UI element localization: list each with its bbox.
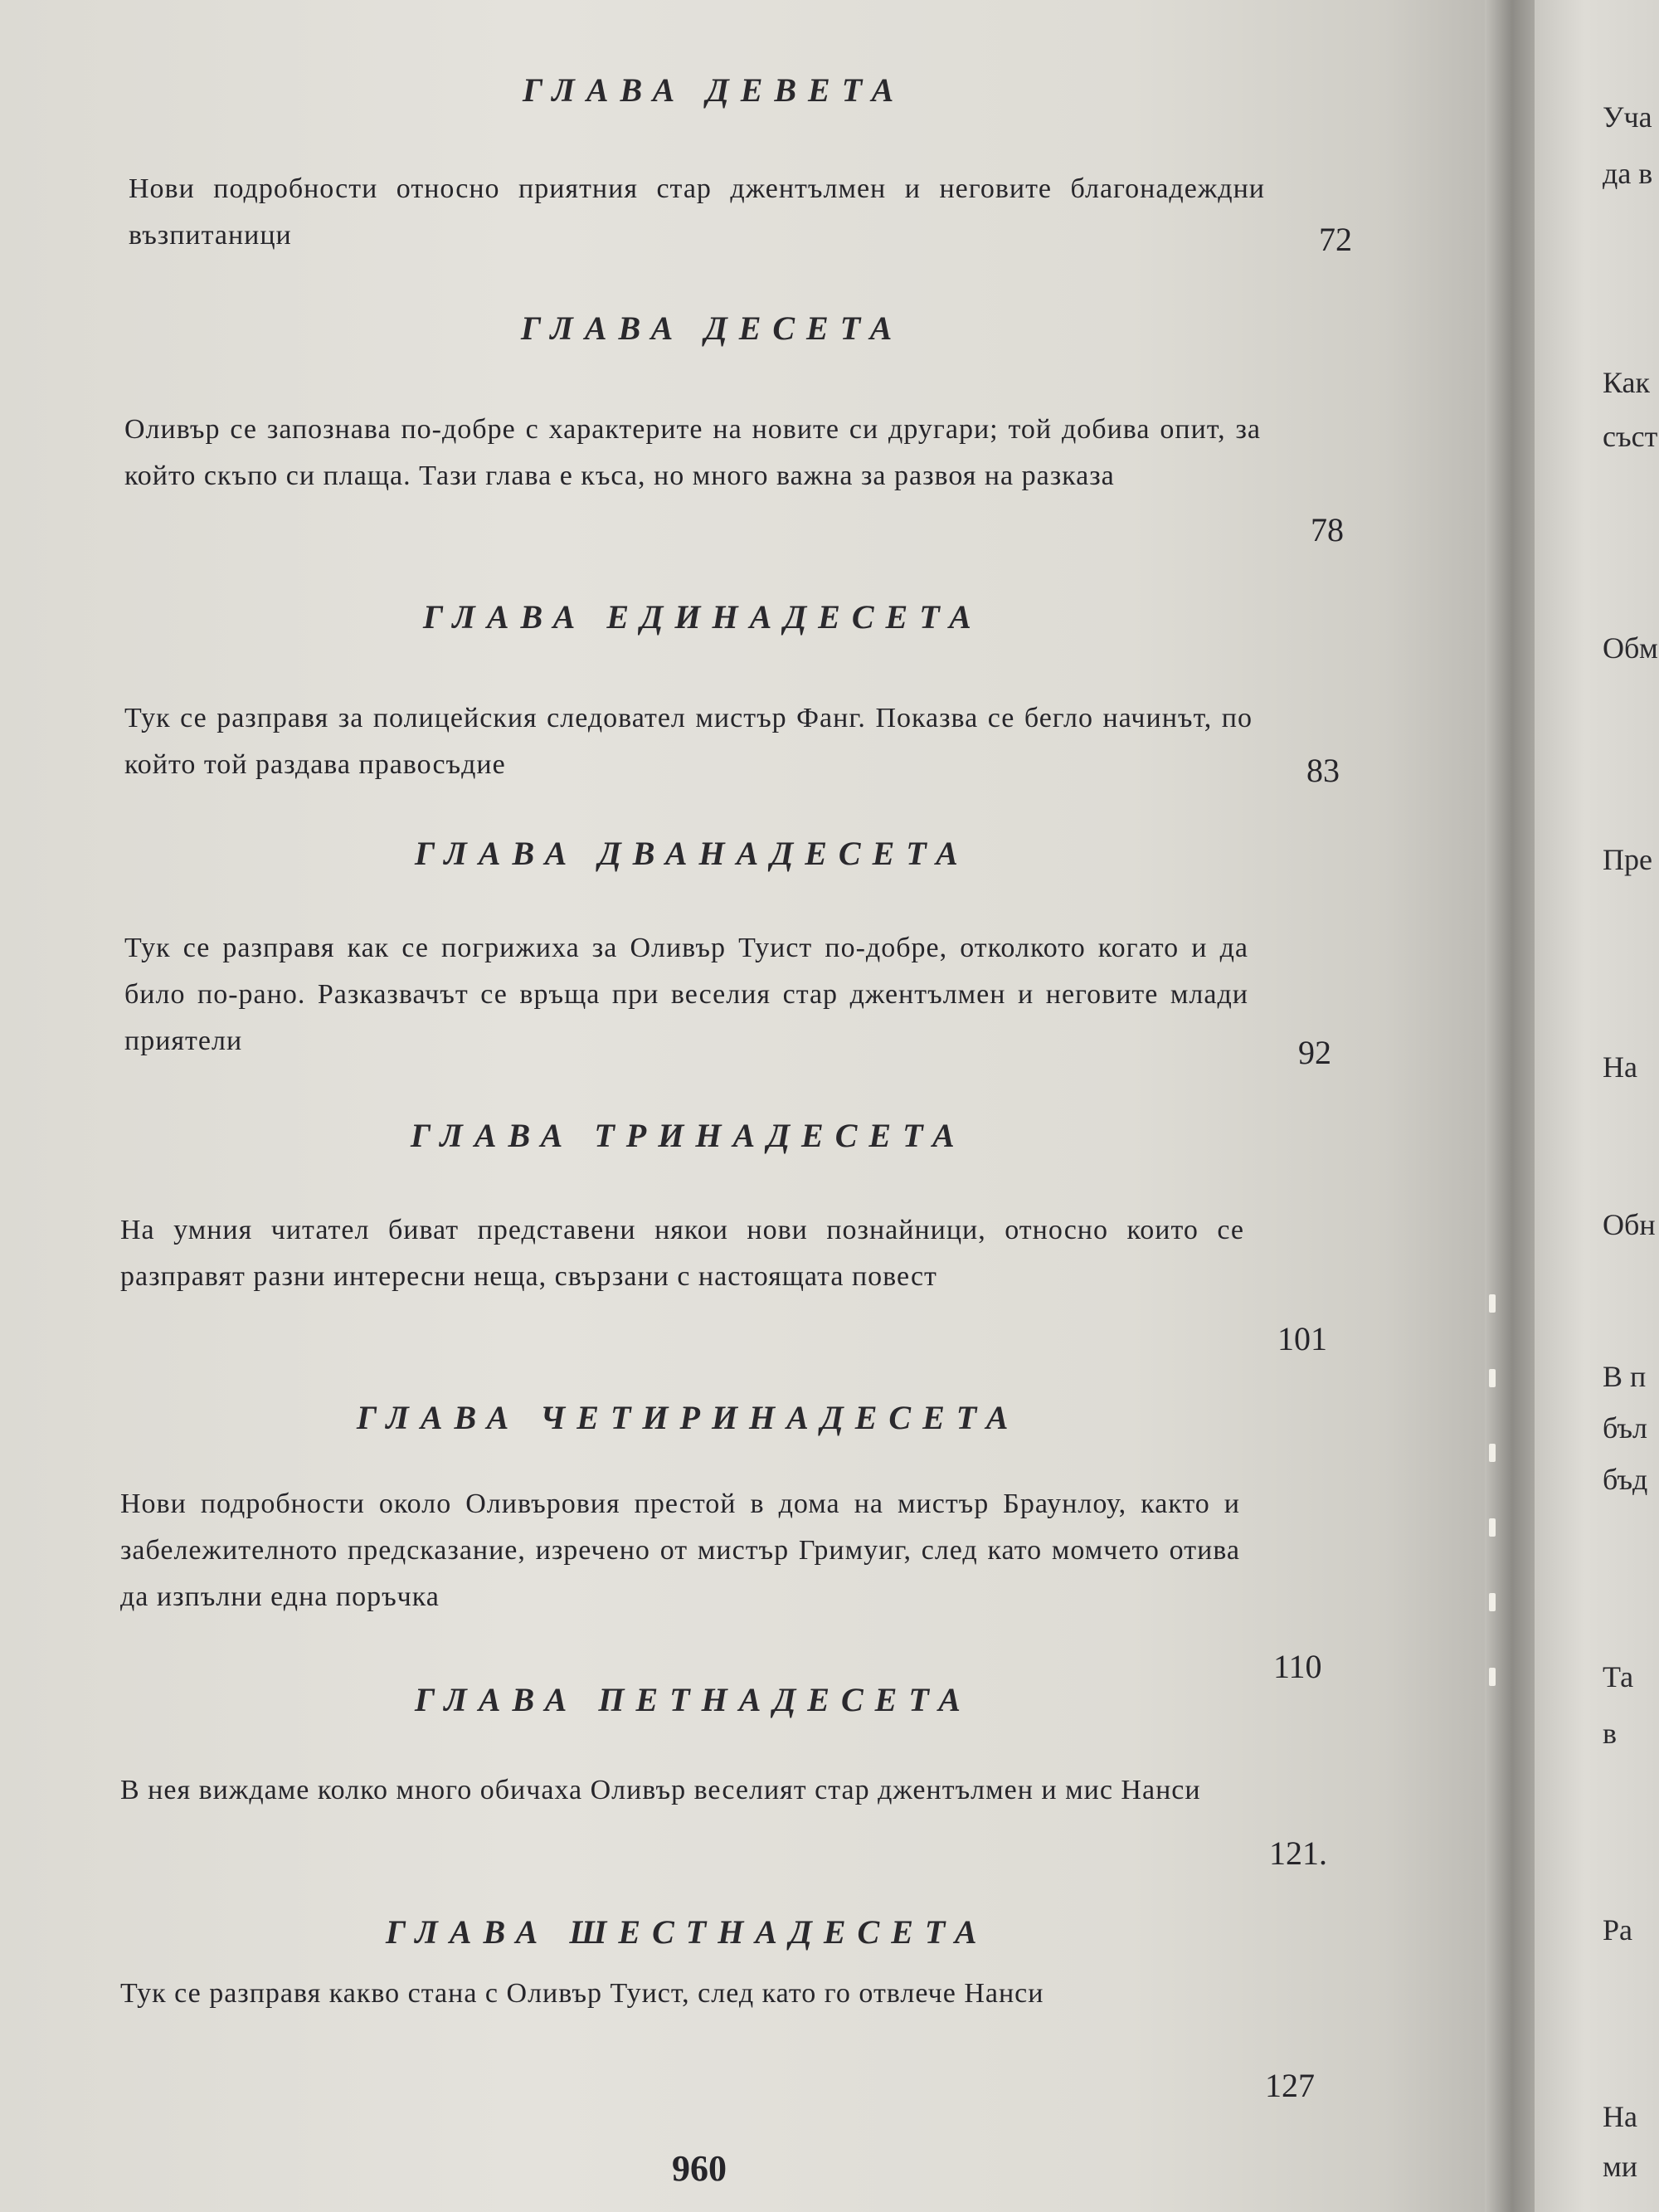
chapter-page-number: 78 bbox=[1311, 511, 1344, 548]
chapter-title: ГЛАВА ЕДИНАДЕСЕТА bbox=[423, 598, 983, 636]
facing-page bbox=[1535, 0, 1659, 2212]
facing-page-fragment: Уча bbox=[1603, 100, 1652, 134]
facing-page-fragment: съст bbox=[1603, 420, 1658, 453]
facing-page-fragment: бъл bbox=[1603, 1411, 1647, 1445]
chapter-title: ГЛАВА ПЕТНАДЕСЕТА bbox=[415, 1681, 972, 1718]
facing-page-fragment: в bbox=[1603, 1717, 1617, 1750]
binding-stitch bbox=[1489, 1294, 1496, 1313]
facing-page-fragment: Обм bbox=[1603, 631, 1658, 665]
chapter-title: ГЛАВА ДЕВЕТА bbox=[523, 71, 906, 109]
chapter-description: Нови подробности относно приятния стар джентълмен и неговите благонадеждни възпитаници bbox=[129, 173, 1265, 251]
facing-page-fragment: ми bbox=[1603, 2150, 1638, 2183]
chapter-title: ГЛАВА ШЕСТНАДЕСЕТА bbox=[386, 1913, 989, 1951]
chapter-page-number: 83 bbox=[1306, 752, 1340, 789]
chapter-description: Нови подробности около Оливъровия престой в дома на мистър Браунлоу, както и забележителното предсказание, изречено от мистър Гримуиг, след като момчето отива да изпълни една поръчка bbox=[120, 1488, 1240, 1612]
chapter-page-number: 121. bbox=[1269, 1834, 1327, 1872]
chapter-description: На умния читател биват представени някои нови познайници, относно които се разправят разни интересни неща, свързани с настоящата повест bbox=[120, 1215, 1244, 1292]
binding-stitch bbox=[1489, 1593, 1496, 1611]
binding-stitch bbox=[1489, 1518, 1496, 1537]
chapter-page-number: 127 bbox=[1265, 2067, 1315, 2104]
facing-page-fragment: На bbox=[1603, 2100, 1637, 2133]
chapter-page-number: 72 bbox=[1319, 221, 1352, 258]
binding-stitch bbox=[1489, 1369, 1496, 1387]
binding-stitch bbox=[1489, 1668, 1496, 1686]
chapter-title: ГЛАВА ДЕСЕТА bbox=[521, 309, 904, 347]
facing-page-fragment: бъд bbox=[1603, 1463, 1648, 1496]
chapter-page-number: 110 bbox=[1273, 1648, 1322, 1685]
chapter-description: В нея виждаме колко много обичаха Оливър веселият стар джентълмен и мис Нанси bbox=[120, 1775, 1201, 1805]
chapter-description: Тук се разправя как се погрижиха за Оливър Туист по-добре, отколкото когато и да било по-рано. Разказвачът се връща при веселия стар джентълмен и неговите млади приятели bbox=[124, 933, 1248, 1056]
chapter-description: Тук се разправя какво стана с Оливър Туист, след като го отвлече Нанси bbox=[120, 1978, 1044, 2009]
book-gutter bbox=[1485, 0, 1535, 2212]
chapter-page-number: 101 bbox=[1277, 1320, 1327, 1357]
facing-page-fragment: Ра bbox=[1603, 1913, 1632, 1946]
facing-page-fragment: На bbox=[1603, 1050, 1637, 1084]
chapter-title: ГЛАВА ДВАНАДЕСЕТА bbox=[415, 835, 970, 872]
facing-page-fragment: В п bbox=[1603, 1360, 1647, 1393]
chapter-description: Оливър се запознава по-добре с характерите на новите си другари; той добива опит, за който скъпо си плаща. Тази глава е къса, но много важна за развоя на разказа bbox=[124, 414, 1261, 491]
facing-page-fragment: да в bbox=[1603, 157, 1653, 190]
binding-stitch bbox=[1489, 1444, 1496, 1462]
chapter-page-number: 92 bbox=[1298, 1034, 1331, 1071]
facing-page-fragment: Пре bbox=[1603, 843, 1652, 876]
facing-page-fragment: Как bbox=[1603, 366, 1651, 399]
chapter-title: ГЛАВА ЧЕТИРИНАДЕСЕТА bbox=[357, 1399, 1020, 1436]
page-number: 960 bbox=[672, 2148, 727, 2189]
chapter-description: Тук се разправя за полицейския следовател мистър Фанг. Показва се бегло начинът, по който той раздава правосъдие bbox=[124, 703, 1253, 780]
facing-page-fragment: Та bbox=[1603, 1660, 1634, 1693]
chapter-title: ГЛАВА ТРИНАДЕСЕТА bbox=[411, 1117, 966, 1154]
facing-page-fragment: Обн bbox=[1603, 1208, 1656, 1241]
